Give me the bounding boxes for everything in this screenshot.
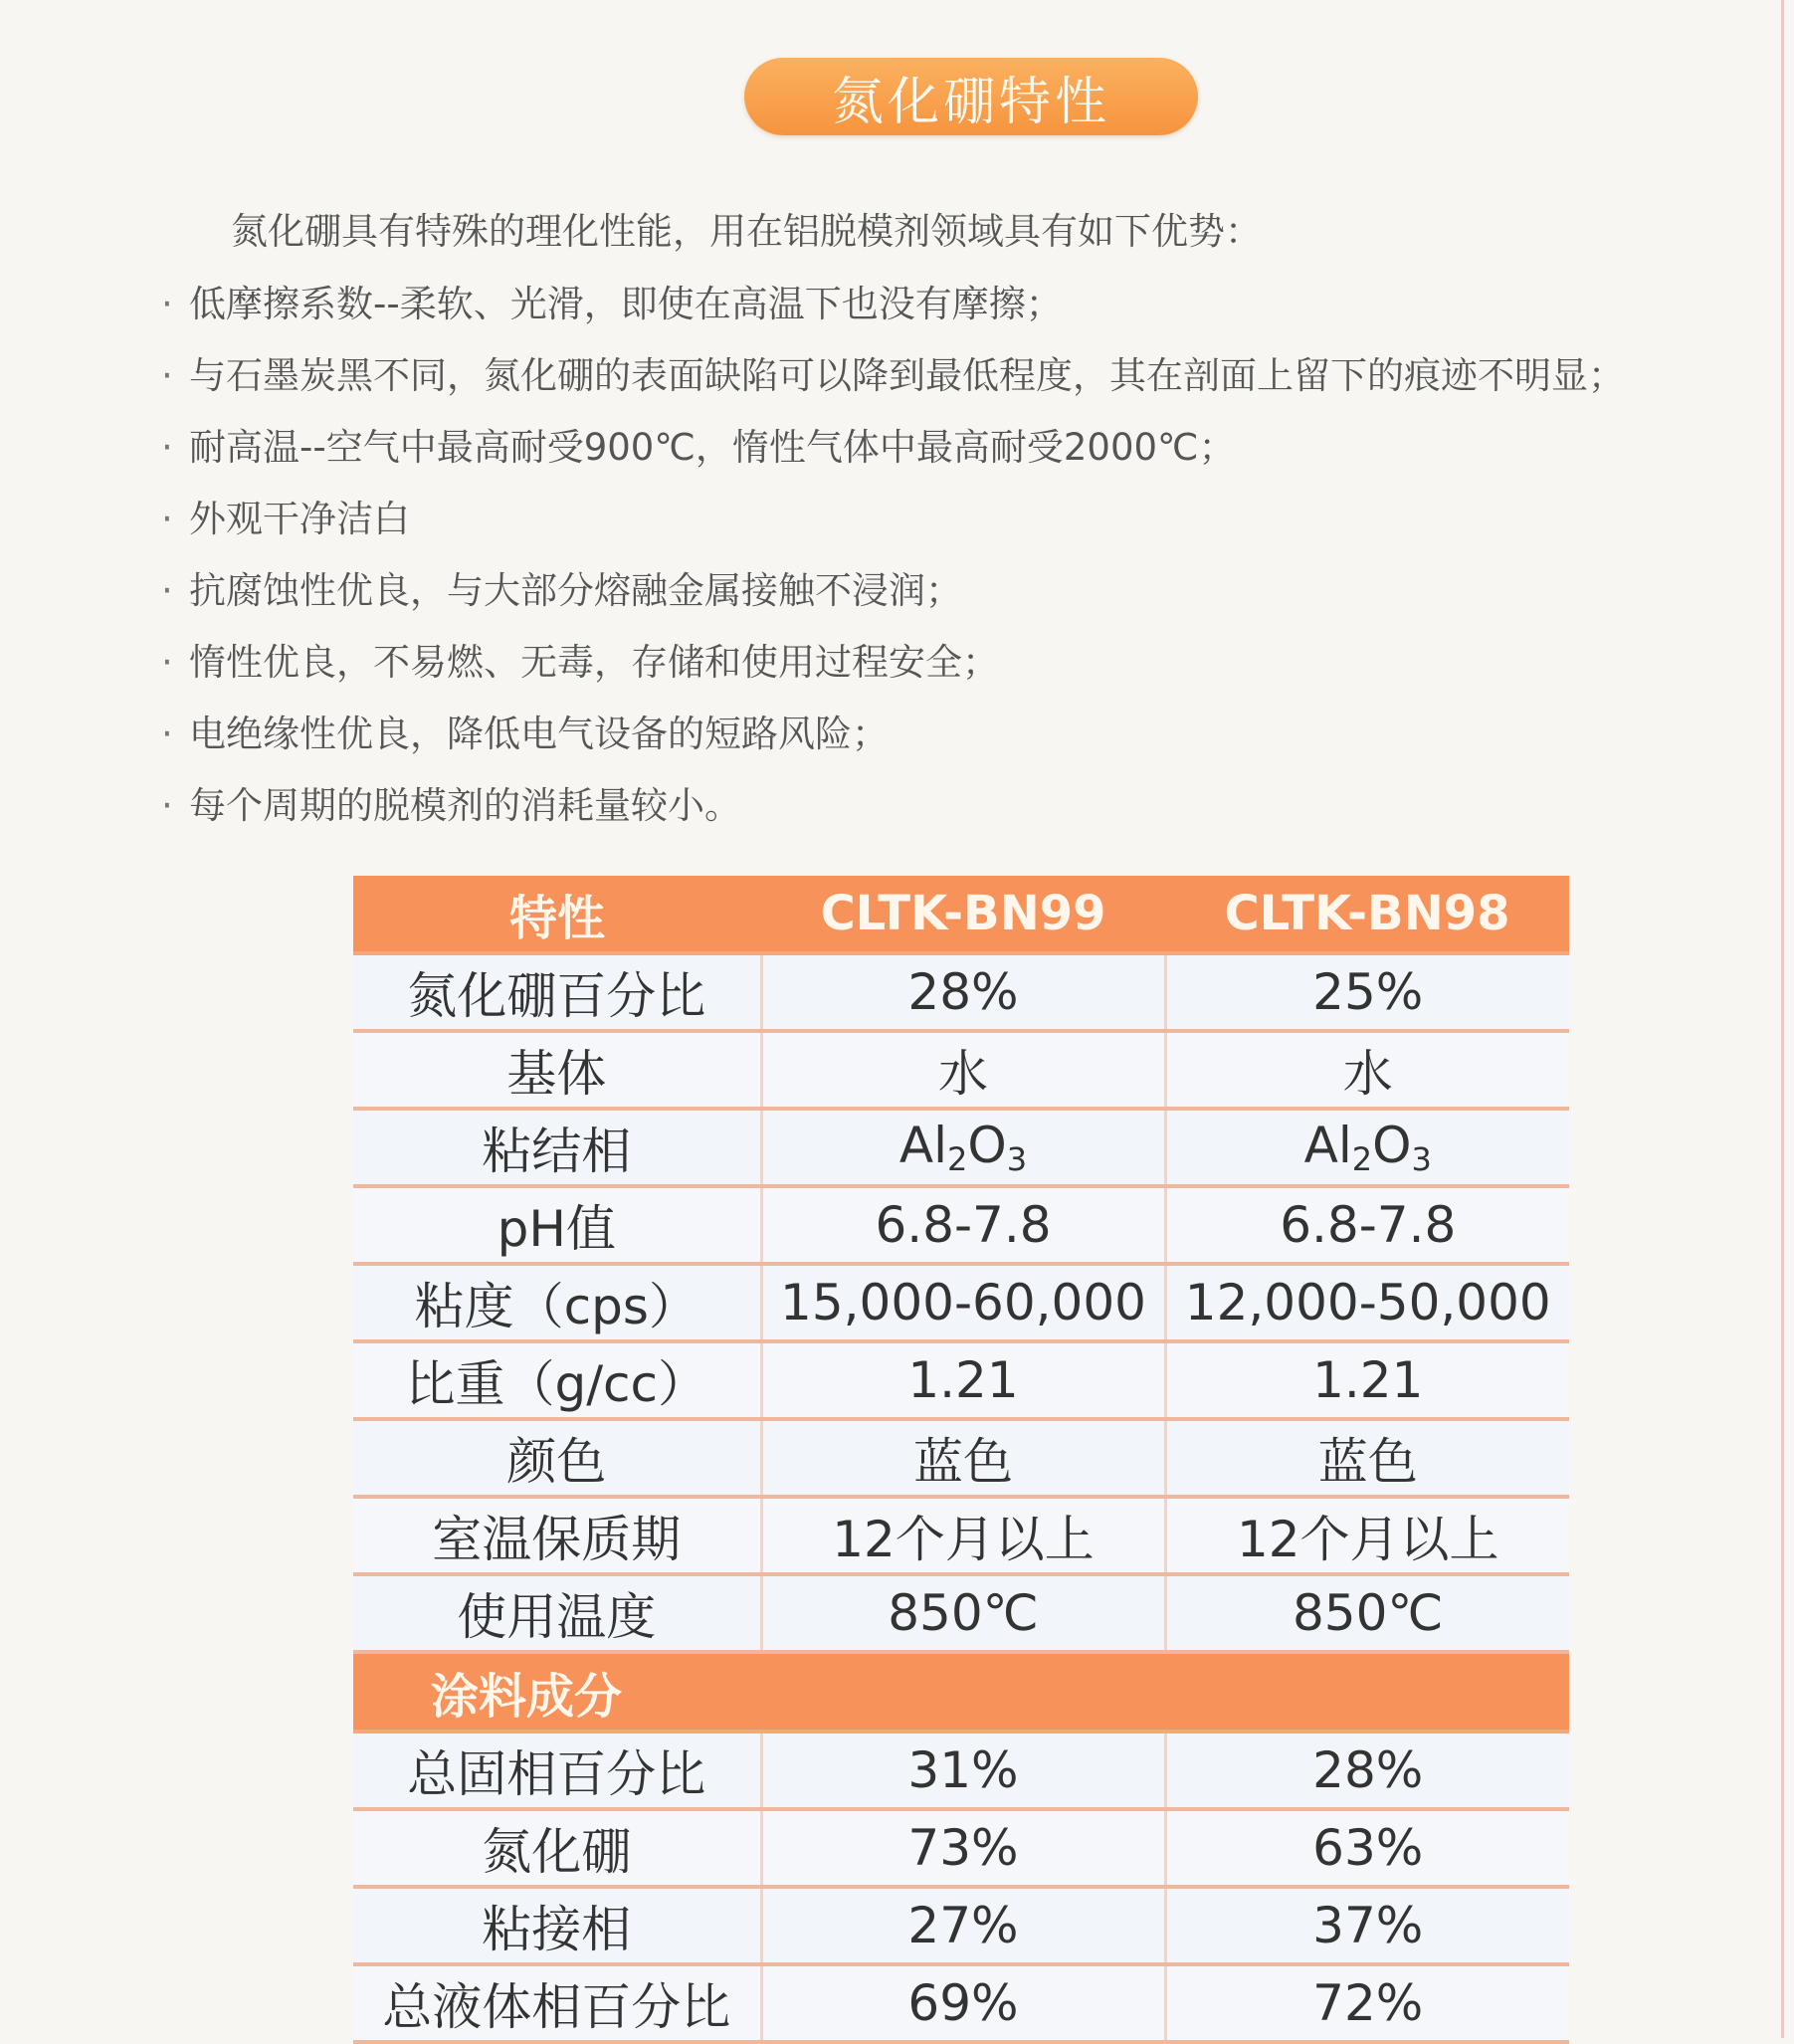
row-label: 总液体相百分比 xyxy=(353,1964,761,2042)
bn99-value: 12个月以上 xyxy=(761,1497,1165,1574)
row-label: 总固相百分比 xyxy=(353,1732,761,1809)
bn98-value xyxy=(1165,1109,1569,1186)
table-row xyxy=(353,1732,1569,1809)
table-row xyxy=(353,1964,1569,2042)
table-row xyxy=(353,1186,1569,1264)
chem-subscript: 2 xyxy=(947,1140,968,1178)
section-header-coating-composition: 涂料成分 xyxy=(353,1652,1569,1732)
intro-paragraph: 氮化硼具有特殊的理化性能，用在铝脱模剂领域具有如下优势： xyxy=(231,210,1262,253)
bn98-value: 850℃ xyxy=(1165,1574,1569,1652)
bn98-value: 12,000-50,000 xyxy=(1165,1264,1569,1341)
bullet-dot: · xyxy=(161,713,173,755)
bn99-value: 28% xyxy=(761,953,1165,1031)
row-label: 颜色 xyxy=(353,1419,761,1497)
bullet-text: 每个周期的脱模剂的消耗量较小。 xyxy=(189,784,741,827)
bn98-value: 63% xyxy=(1165,1809,1569,1887)
bn98-value: 72% xyxy=(1165,1964,1569,2042)
bn98-value: 12个月以上 xyxy=(1165,1497,1569,1574)
row-label: 粘结相 xyxy=(353,1109,761,1186)
row-label: 氮化硼百分比 xyxy=(353,953,761,1031)
table-row xyxy=(353,1809,1569,1887)
bn98-value: 28% xyxy=(1165,1732,1569,1809)
table-row xyxy=(353,953,1569,1031)
bullet-text: 外观干净洁白 xyxy=(189,498,410,540)
bn99-value: 6.8-7.8 xyxy=(761,1186,1165,1264)
title-banner xyxy=(744,58,1198,135)
bullet-dot: · xyxy=(161,354,173,397)
bullet-dot: · xyxy=(161,784,173,827)
section-header-row xyxy=(353,1652,1569,1732)
bn99-value: 1.21 xyxy=(761,1341,1165,1419)
bn99-value: 蓝色 xyxy=(761,1419,1165,1497)
row-label: 使用温度 xyxy=(353,1574,761,1652)
bn98-value: 25% xyxy=(1165,953,1569,1031)
bullet-text: 低摩擦系数--柔软、光滑，即使在高温下也没有摩擦； xyxy=(189,283,1063,325)
list-item xyxy=(161,269,1625,340)
bn99-value: 水 xyxy=(761,1031,1165,1109)
table-row xyxy=(353,1341,1569,1419)
list-item xyxy=(161,555,1625,627)
bullet-dot: · xyxy=(161,498,173,540)
page-edge-line xyxy=(1781,0,1784,2038)
table-row xyxy=(353,1497,1569,1574)
row-label: 比重（g/cc） xyxy=(353,1341,761,1419)
row-label: 基体 xyxy=(353,1031,761,1109)
bn98-value: 水 xyxy=(1165,1031,1569,1109)
bullet-text: 与石墨炭黑不同，氮化硼的表面缺陷可以降到最低程度，其在剖面上留下的痕迹不明显； xyxy=(189,354,1625,397)
table-row xyxy=(353,1109,1569,1186)
chem-element: Al xyxy=(898,1117,948,1174)
bn99-value xyxy=(761,1109,1165,1186)
table-header-row xyxy=(353,876,1569,953)
table-row xyxy=(353,1574,1569,1652)
bn99-value: 73% xyxy=(761,1809,1165,1887)
row-label: pH值 xyxy=(353,1186,761,1264)
bullet-text: 惰性优良，不易燃、无毒，存储和使用过程安全； xyxy=(189,641,999,684)
properties-table xyxy=(353,876,1569,2044)
bullet-text: 耐高温--空气中最高耐受900℃，惰性气体中最高耐受2000℃； xyxy=(189,426,1236,469)
table-row xyxy=(353,1264,1569,1341)
bullet-text: 电绝缘性优良，降低电气设备的短路风险； xyxy=(189,713,889,755)
list-item xyxy=(161,340,1625,412)
bn98-value: 1.21 xyxy=(1165,1341,1569,1419)
bn98-value: 蓝色 xyxy=(1165,1419,1569,1497)
header-property: 特性 xyxy=(353,876,761,953)
list-item xyxy=(161,484,1625,555)
bn98-value: 37% xyxy=(1165,1887,1569,1964)
header-cltk-bn98: CLTK-BN98 xyxy=(1165,876,1569,953)
table-row xyxy=(353,1031,1569,1109)
bullet-dot: · xyxy=(161,283,173,325)
row-label: 粘度（cps） xyxy=(353,1264,761,1341)
bn99-value: 850℃ xyxy=(761,1574,1165,1652)
chem-subscript: 3 xyxy=(1006,1140,1028,1178)
header-cltk-bn99: CLTK-BN99 xyxy=(761,876,1165,953)
bn99-value: 15,000-60,000 xyxy=(761,1264,1165,1341)
row-label: 粘接相 xyxy=(353,1887,761,1964)
bn99-value: 69% xyxy=(761,1964,1165,2042)
bullet-dot: · xyxy=(161,569,173,612)
row-label: 室温保质期 xyxy=(353,1497,761,1574)
list-item xyxy=(161,627,1625,699)
chem-element: O xyxy=(967,1117,1007,1174)
list-item xyxy=(161,699,1625,770)
list-item xyxy=(161,412,1625,484)
bullet-text: 抗腐蚀性优良，与大部分熔融金属接触不浸润； xyxy=(189,569,962,612)
bn99-value: 31% xyxy=(761,1732,1165,1809)
bullet-dot: · xyxy=(161,641,173,684)
bullet-dot: · xyxy=(161,426,173,469)
table-row xyxy=(353,1419,1569,1497)
bn98-value: 6.8-7.8 xyxy=(1165,1186,1569,1264)
row-label: 氮化硼 xyxy=(353,1809,761,1887)
page-title: 氮化硼特性 xyxy=(831,72,1110,132)
bn99-value: 27% xyxy=(761,1887,1165,1964)
list-item xyxy=(161,770,1625,842)
chem-element: Al xyxy=(1303,1117,1352,1174)
chem-subscript: 2 xyxy=(1351,1140,1373,1178)
chem-element: O xyxy=(1372,1117,1412,1174)
advantages-list xyxy=(161,269,1625,842)
table-row xyxy=(353,1887,1569,1964)
chem-subscript: 3 xyxy=(1411,1140,1432,1178)
